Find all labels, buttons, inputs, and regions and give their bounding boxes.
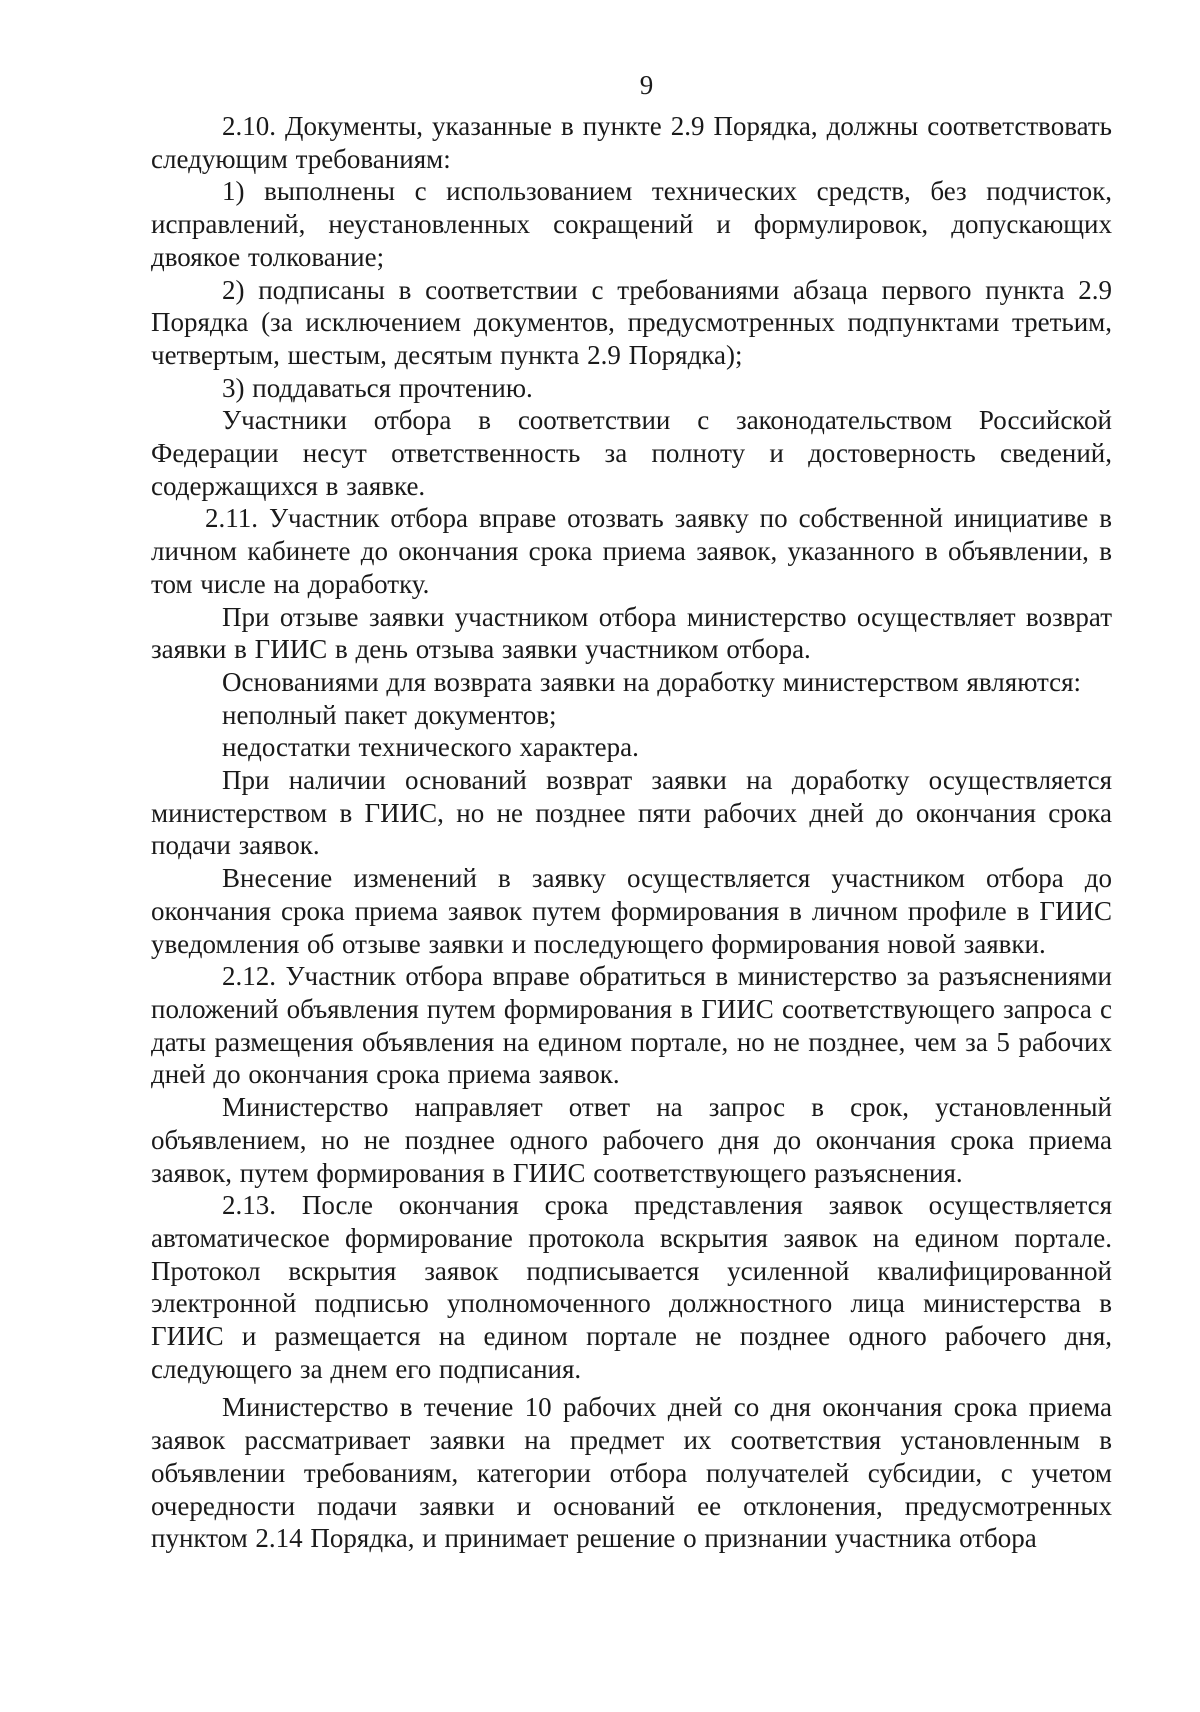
paragraph-review: Министерство в течение 10 рабочих дней со дня окончания срока приема заявок рассматривает заявки на предмет их соответствия установленным в объявлении требованиям, категории отбора получателей субсидии, с учетом очередности подачи заявки и оснований ее отклонения, предусмотренных пунктом 2.14 Порядка, и принимает решение о признании участника отбора — [151, 1392, 1112, 1554]
paragraph-2-10: 2.10. Документы, указанные в пункте 2.9 Порядка, должны соответствовать следующим требованиям: — [151, 111, 1112, 174]
paragraph-requirement-3: 3) поддаваться прочтению. — [222, 372, 533, 403]
paragraph-2-13: 2.13. После окончания срока представления заявок осуществляется автоматическое формирование протокола вскрытия заявок на едином портале. Протокол вскрытия заявок подписывается усиленной квалифицированной электронной подписью уполномоченного должностного лица министерства в ГИИС и размещается на едином портале не позднее одного рабочего дня, следующего за днем его подписания. — [151, 1190, 1112, 1384]
paragraph-return-grounds: Основаниями для возврата заявки на доработку министерством являются: — [222, 666, 1082, 697]
paragraph-requirement-1: 1) выполнены с использованием технических средств, без подчисток, исправлений, неустановленных сокращений и формулировок, допускающих двоякое толкование; — [151, 176, 1112, 272]
paragraph-technical-defects: недостатки технического характера. — [222, 732, 639, 763]
paragraph-2-12: 2.12. Участник отбора вправе обратиться в министерство за разъяснениями положений объявления путем формирования в ГИИС соответствующего запроса с даты размещения объявления на едином портале, но не позднее, чем за 5 рабочих дней до окончания срока приема заявок. — [151, 961, 1112, 1090]
paragraph-changes: Внесение изменений в заявку осуществляется участником отбора до окончания срока приема заявок путем формирования в личном профиле в ГИИС уведомления об отзыве заявки и последующего формирования новой заявки. — [151, 863, 1112, 959]
paragraph-ministry-response: Министерство направляет ответ на запрос в срок, установленный объявлением, но не позднее одного рабочего дня до окончания срока приема заявок, путем формирования в ГИИС соответствующего разъяснения. — [151, 1092, 1112, 1188]
page-number: 9 — [639, 70, 654, 100]
paragraph-requirement-2: 2) подписаны в соответствии с требованиями абзаца первого пункта 2.9 Порядка (за исключением документов, предусмотренных подпунктами третьим, четвертым, шестым, десятым пункта 2.9 Порядка); — [151, 274, 1112, 370]
paragraph-incomplete-package: неполный пакет документов; — [222, 699, 557, 730]
paragraph-2-11: 2.11. Участник отбора вправе отозвать заявку по собственной инициативе в личном кабинете до окончания срока приема заявок, указанного в объявлении, в том числе на доработку. — [151, 503, 1112, 599]
paragraph-return-deadline: При наличии оснований возврат заявки на доработку осуществляется министерством в ГИИС, но не позднее пяти рабочих дней до окончания срока подачи заявок. — [151, 765, 1112, 861]
paragraph-withdrawal-return: При отзыве заявки участником отбора министерство осуществляет возврат заявки в ГИИС в день отзыва заявки участником отбора. — [151, 601, 1112, 665]
paragraph-responsibility: Участники отбора в соответствии с законодательством Российской Федерации несут ответственность за полноту и достоверность сведений, содержащихся в заявке. — [151, 405, 1112, 501]
